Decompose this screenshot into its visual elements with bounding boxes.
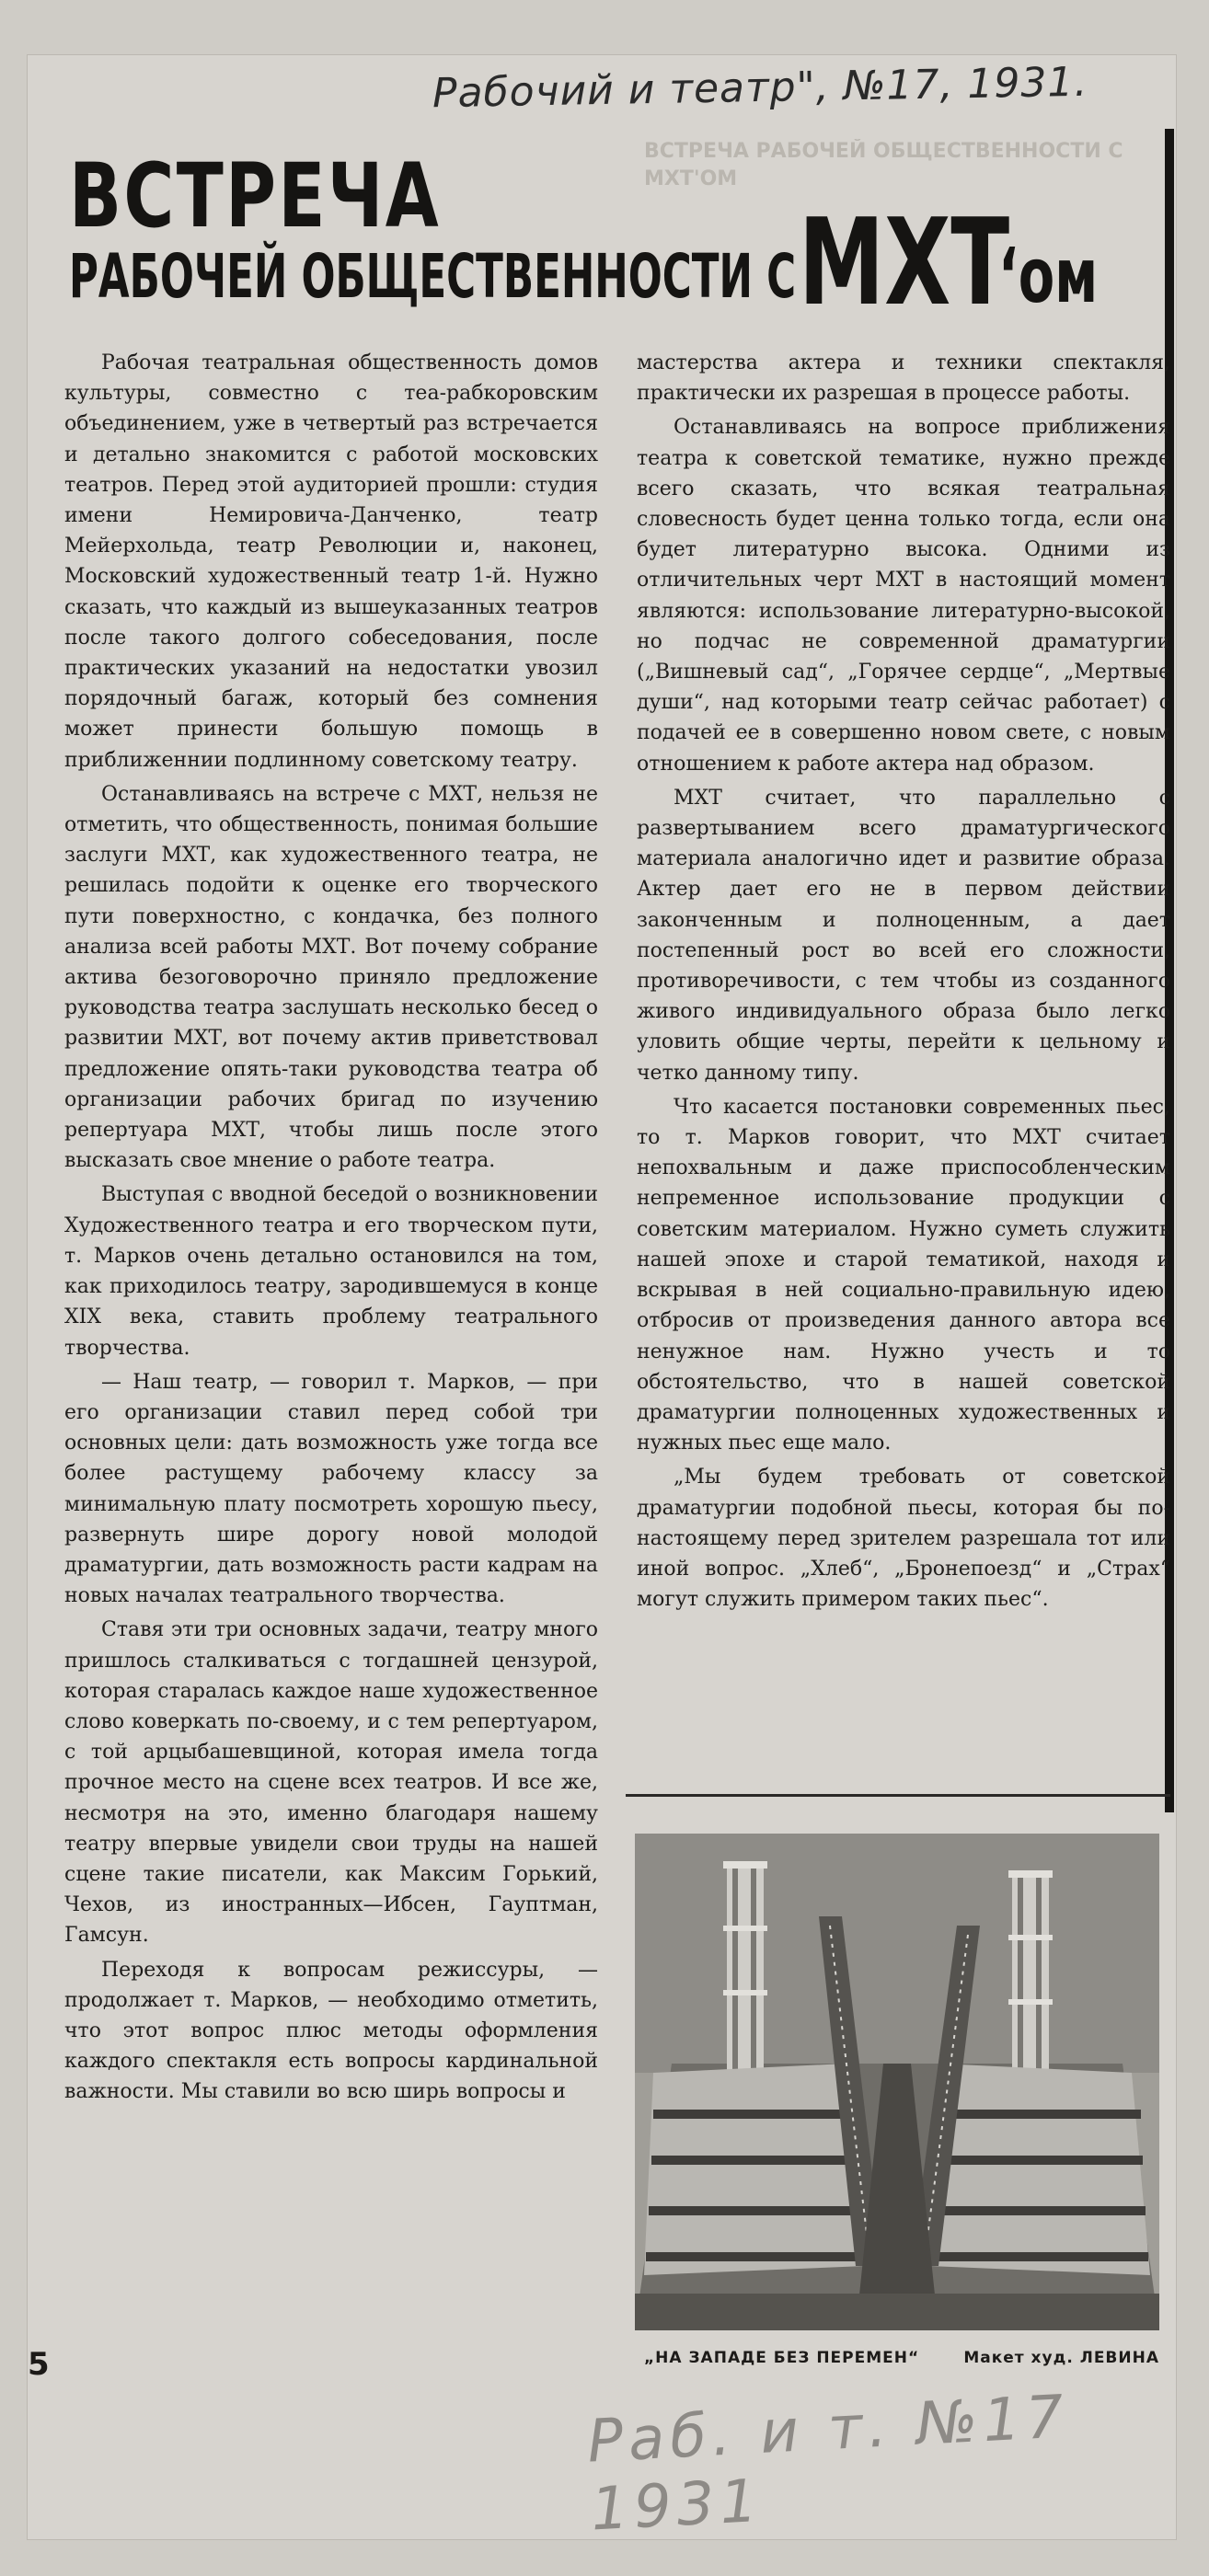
headline-suffix: ‘ом	[998, 233, 1099, 320]
paragraph: Выступая с вводной беседой о возникновении Художественного театра и его творческом пути, т. Марков очень детально остановился на том, как приходилось театру, зародившемуся в конце XIX века, ставить проблему театрального творчества.	[64, 1183, 598, 1360]
article-column-2	[637, 348, 1170, 1618]
paragraph: — Наш театр, — говорил т. Марков, — при его организации ставил перед собой три основных цели: дать возможность уже тогда все более растущему рабочему классу за минимальную плату посмотреть хорошую пьесу, развернуть шире дорогу новой молодой драматургии, дать возможность расти кадрам на новых началах театрального творчества.	[64, 1370, 598, 1608]
handwritten-bottom-note: Раб. и т. №17 1931	[585, 2383, 1071, 2545]
stage-set-illustration	[635, 1834, 1159, 2330]
paragraph: МХТ считает, что параллельно с развертыванием всего драматургического материала аналогично идет и развитие образа. Актер дает его не в первом действии законченным и полноценным, а дает постепенный рост во всей его сложности, противоречивости, с тем чтобы из созданного живого индивидуального образа было легко уловить общие черты, перейти к цельному и четко данному типу.	[637, 786, 1170, 1085]
paragraph: Ставя эти три основных задачи, театру много пришлось сталкиваться с тогдашней цензурой, которая старалась каждое наше художественное слово коверкать по-своему, и с тем репертуаром, с той арцыбашевщиной, которая имела тогда прочное место на сцене всех театров. И все же, несмотря на это, именно благодаря нашему театру впервые увидели свои труды на нашей сцене такие писатели, как Максим Горький, Чехов, из иностранных—Ибсен, Гауптман, Гамсун.	[64, 1618, 598, 1948]
handwritten-source-note: Рабочий и театр", №17, 1931.	[432, 58, 1088, 118]
photo-divider	[626, 1794, 1170, 1797]
show-through-text: ВСТРЕЧА РАБОЧЕЙ ОБЩЕСТВЕННОСТИ С МХТ'ОМ	[644, 140, 1123, 190]
photo-caption	[644, 2349, 1159, 2367]
stage-model-photo	[635, 1834, 1159, 2330]
headline-mxt: МХТ	[799, 192, 1010, 332]
paragraph: Что касается постановки современных пьес, то т. Марков говорит, что МХТ считает непохвальным и даже приспособленческим непременное использование продукции с советским материалом. Нужно суметь служить нашей эпохе и старой тематикой, находя и вскрывая в ней социально-правильную идею, отбросив от произведения данного автора все ненужное нам. Нужно учесть и то обстоятельство, что в нашей советской драматургии полноценных художественных и нужных пьес еще мало.	[637, 1095, 1170, 1455]
article-column-1	[64, 348, 598, 2111]
headline-line-2: РАБОЧЕЙ ОБЩЕСТВЕННОСТИ С	[69, 241, 797, 312]
paragraph: „Мы будем требовать от советской драматургии подобной пьесы, которая бы по-настоящему перед зрителем разрешала тот или иной вопрос. „Хлеб“, „Бронепоезд“ и „Страх“ могут служить примером таких пьес“.	[637, 1466, 1170, 1612]
paragraph: Останавливаясь на встрече с МХТ, нельзя не отметить, что общественность, понимая большие заслуги МХТ, как художественного театра, не решилась подойти к оценке его творческого пути поверхностно, с кондачка, без полного анализа всей работы МХТ. Вот почему собрание актива безоговорочно приняло предложение руководства театра заслушать несколько бесед о развитии МХТ, вот почему актив приветствовал предложение опять-таки руководства театра об организации рабочих бригад по изучению репертуара МХТ, чтобы лишь после этого высказать свое мнение о работе театра.	[64, 782, 598, 1173]
paragraph: Рабочая театральная общественность домов культуры, совместно с теа-рабкоровским объединением, уже в четвертый раз встречается и детально знакомится с работой московских театров. Перед этой аудиторией прошли: студия имени Немировича-Данченко, театр Мейерхольда, театр Революции и, наконец, Московский художественный театр 1-й. Нужно сказать, что каждый из вышеуказанных театров после такого долгого собеседования, после практических указаний на недостатки увозил порядочный багаж, который без сомнения может принести большую помощь в приближеннии подлинному советскому театру.	[64, 351, 598, 772]
paragraph: Останавливаясь на вопросе приближения театра к советской тематике, нужно прежде всего сказать, что всякая театральная словесность будет ценна только тогда, если она будет литературно высока. Одними из отличительных черт МХТ в настоящий момент являются: использование литературно-высокой, но подчас не современной драматургии („Вишневый сад“, „Горячее сердце“, „Мертвые души“, над которыми театр сейчас работает) с подачей ее в совершенно новом свете, с новым отношением к работе актера над образом.	[637, 416, 1170, 776]
caption-title: „НА ЗАПАДЕ БЕЗ ПЕРЕМЕН“	[644, 2349, 920, 2367]
page-mark: 5	[28, 2346, 50, 2383]
headline-line-1: ВСТРЕЧА	[69, 144, 441, 247]
caption-credit: Макет худ. ЛЕВИНА	[963, 2349, 1159, 2367]
paragraph: Переходя к вопросам режиссуры, — продолжает т. Марков, — необходимо отметить, что этот вопрос плюс методы оформления каждого спектакля есть вопросы кардинальной важности. Мы ставили во всю ширь вопросы и	[64, 1958, 598, 2104]
paragraph: мастерства актера и техники спектакля, практически их разрешая в процессе работы.	[637, 351, 1170, 406]
